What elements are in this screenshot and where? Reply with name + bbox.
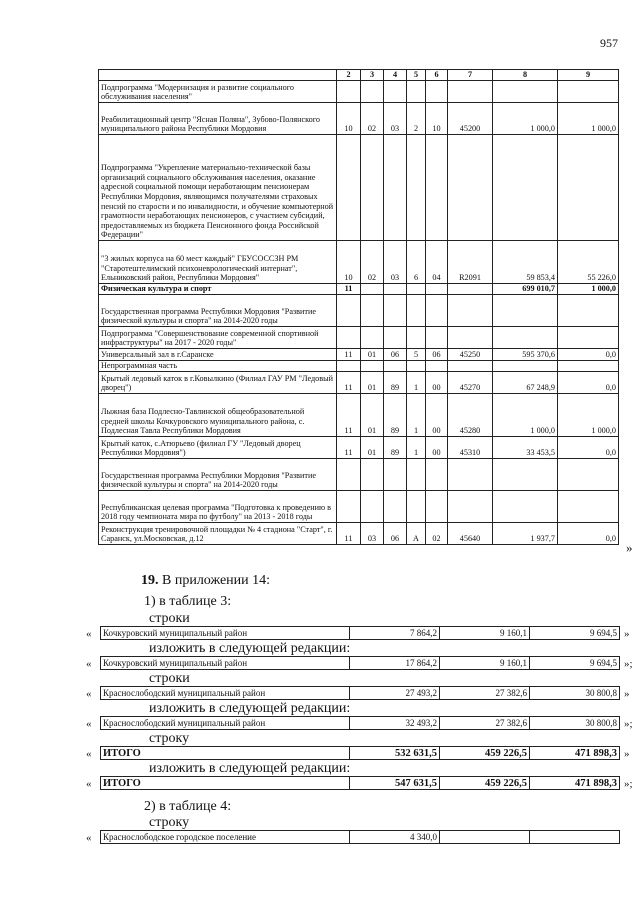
quote-value: 547 631,5 (350, 777, 440, 790)
cell-c3 (361, 284, 384, 295)
table-row (99, 372, 619, 394)
column-header (99, 70, 337, 81)
quote-value: 471 898,3 (530, 747, 620, 760)
table-row (99, 327, 619, 349)
cell-c4: 89 (384, 437, 407, 459)
quote-row-name: Краснослободский муниципальный район (101, 687, 350, 700)
quote-value: 9 694,5 (530, 627, 620, 640)
cell-c9 (558, 295, 619, 327)
cell-c9: 1 000,0 (558, 284, 619, 295)
quote-row (101, 687, 620, 700)
cell-c9 (558, 361, 619, 372)
close-quote-semicolon: »; (624, 718, 633, 730)
cell-c6 (426, 81, 448, 103)
cell-c8 (493, 295, 558, 327)
quote-row (101, 717, 620, 730)
column-header: 6 (426, 70, 448, 81)
cell-c4: 03 (384, 241, 407, 284)
cell-c5 (407, 491, 426, 523)
column-header: 8 (493, 70, 558, 81)
section-title: В приложении 14: (158, 573, 271, 588)
cell-c5: 1 (407, 394, 426, 437)
cell-c2 (337, 361, 361, 372)
cell-c2 (337, 327, 361, 349)
quote-row (101, 777, 620, 790)
open-quote: « (86, 718, 92, 730)
cell-c6: 04 (426, 241, 448, 284)
cell-c3 (361, 295, 384, 327)
quote-row-name: ИТОГО (101, 777, 350, 790)
quote-value (530, 831, 620, 844)
cell-c7 (448, 327, 493, 349)
quote-value: 27 382,6 (440, 717, 530, 730)
cell-c7 (448, 295, 493, 327)
quote-row (101, 627, 620, 640)
column-header: 3 (361, 70, 384, 81)
cell-c2 (337, 135, 361, 241)
row-name: Подпрограмма "Укрепление материально-технической базы организаций социального обслуживания населения, оказание адресной социальной помощи неработающим пенсионерам Республики Мордовия, являющимся получателями страховых пенсий по старости и по инвалидности, и обучение компьютерной грамотности неработающих пенсионеров, с участием субсидий, предоставляемых из бюджета Пенсионного фонда Российской Федерации" (99, 135, 337, 241)
cell-c3 (361, 81, 384, 103)
cell-c8 (493, 135, 558, 241)
close-quote: » (624, 748, 630, 760)
budget-table (98, 69, 619, 545)
cell-c9: 1 000,0 (558, 394, 619, 437)
cell-c6 (426, 295, 448, 327)
row-name: Универсальный зал в г.Саранске (99, 349, 337, 361)
row-name: Государственная программа Республики Мордовия "Развитие физической культуры и спорта" на 2014-2020 годы (99, 459, 337, 491)
quote-value: 9 694,5 (530, 657, 620, 670)
cell-c6 (426, 491, 448, 523)
cell-c9: 0,0 (558, 372, 619, 394)
table-row (99, 284, 619, 295)
row-name: Подпрограмма "Совершенствование современной спортивной инфраструктуры" на 2017 - 2020 годы" (99, 327, 337, 349)
cell-c2 (337, 295, 361, 327)
cell-c6: 10 (426, 103, 448, 135)
quote-value: 9 160,1 (440, 627, 530, 640)
table-row (99, 361, 619, 372)
quote-value: 459 226,5 (440, 777, 530, 790)
quote-row-name: Кочкуровский муниципальный район (101, 657, 350, 670)
table3-label: 1) в таблице 3: (144, 594, 232, 609)
cell-c4 (384, 295, 407, 327)
cell-c2: 11 (337, 349, 361, 361)
cell-c8 (493, 327, 558, 349)
quote-row-name: Кочкуровский муниципальный район (101, 627, 350, 640)
cell-c6: 02 (426, 523, 448, 545)
open-quote: « (86, 658, 92, 670)
cell-c7: 45250 (448, 349, 493, 361)
table-row (99, 103, 619, 135)
cell-c6: 06 (426, 349, 448, 361)
column-header: 9 (558, 70, 619, 81)
quote-value: 32 493,2 (350, 717, 440, 730)
quote-value (440, 831, 530, 844)
cell-c4: 03 (384, 103, 407, 135)
section-number: 19. (141, 573, 159, 588)
cell-c6 (426, 327, 448, 349)
close-quote-semicolon: »; (624, 658, 633, 670)
row-name: "3 жилых корпуса на 60 мест каждый" ГБУСОССЗН РМ "Старотештелимский психоневрологический интернат", Ельниковский район, Республики Мордовия" (99, 241, 337, 284)
table-row (99, 459, 619, 491)
cell-c6 (426, 361, 448, 372)
word-rows: строки (149, 671, 190, 686)
cell-c9 (558, 327, 619, 349)
cell-c2 (337, 81, 361, 103)
cell-c3 (361, 459, 384, 491)
cell-c9 (558, 491, 619, 523)
row-name: Физическая культура и спорт (99, 284, 337, 295)
cell-c5 (407, 459, 426, 491)
quote-value: 30 800,8 (530, 687, 620, 700)
close-quote-semicolon: »; (624, 778, 633, 790)
cell-c9: 55 226,0 (558, 241, 619, 284)
quote-table-1 (100, 626, 620, 640)
row-name: Крытый ледовый каток в г.Ковылкино (Филиал ГАУ РМ "Ледовый дворец") (99, 372, 337, 394)
table-row (99, 349, 619, 361)
quote-value: 532 631,5 (350, 747, 440, 760)
cell-c6: 00 (426, 394, 448, 437)
cell-c3: 03 (361, 523, 384, 545)
word-rows: строки (149, 611, 190, 626)
word-row: строку (149, 815, 190, 830)
row-name: Лыжная база Подлесно-Тавлинской общеобразовательной средней школы Кочкуровского муниципального района, с. Подлесная Тавла Республики Мордовия (99, 394, 337, 437)
quote-value: 30 800,8 (530, 717, 620, 730)
cell-c4 (384, 81, 407, 103)
quote-row (101, 831, 620, 844)
row-name: Подпрограмма "Модернизация и развитие социального обслуживания населения" (99, 81, 337, 103)
cell-c4: 06 (384, 523, 407, 545)
quote-value: 27 493,2 (350, 687, 440, 700)
table-row (99, 135, 619, 241)
cell-c2: 11 (337, 372, 361, 394)
table-row (99, 241, 619, 284)
cell-c3: 01 (361, 372, 384, 394)
cell-c7: 45280 (448, 394, 493, 437)
quote-row-name: Краснослободское городское поселение (101, 831, 350, 844)
close-quote: » (624, 628, 630, 640)
table-row (99, 491, 619, 523)
cell-c4 (384, 135, 407, 241)
quote-value: 17 864,2 (350, 657, 440, 670)
replace-label: изложить в следующей редакции: (149, 761, 351, 776)
cell-c5 (407, 81, 426, 103)
quote-value: 4 340,0 (350, 831, 440, 844)
open-quote: « (86, 832, 92, 844)
quote-value: 471 898,3 (530, 777, 620, 790)
cell-c3 (361, 135, 384, 241)
cell-c3: 01 (361, 349, 384, 361)
cell-c6 (426, 284, 448, 295)
cell-c3: 01 (361, 394, 384, 437)
cell-c4: 06 (384, 349, 407, 361)
replace-label: изложить в следующей редакции: (149, 701, 351, 716)
quote-table-4 (100, 716, 620, 730)
cell-c7 (448, 361, 493, 372)
cell-c2 (337, 491, 361, 523)
cell-c7 (448, 135, 493, 241)
quote-value: 459 226,5 (440, 747, 530, 760)
cell-c6 (426, 459, 448, 491)
cell-c8: 33 453,5 (493, 437, 558, 459)
cell-c8: 1 000,0 (493, 394, 558, 437)
cell-c5 (407, 327, 426, 349)
cell-c7 (448, 81, 493, 103)
cell-c5 (407, 135, 426, 241)
cell-c7 (448, 491, 493, 523)
quote-table-6 (100, 776, 620, 790)
page-number: 957 (600, 36, 618, 50)
cell-c8 (493, 459, 558, 491)
cell-c3 (361, 361, 384, 372)
quote-row-name: Краснослободский муниципальный район (101, 717, 350, 730)
open-quote: « (86, 748, 92, 760)
cell-c9 (558, 81, 619, 103)
row-name: Республиканская целевая программа "Подготовка к проведению в 2018 году чемпионата мира по футболу" на 2013 - 2018 годы (99, 491, 337, 523)
cell-c6: 00 (426, 372, 448, 394)
cell-c4 (384, 284, 407, 295)
cell-c2: 11 (337, 437, 361, 459)
cell-c4: 89 (384, 394, 407, 437)
row-name: Реконструкция тренировочной площадки № 4 стадиона "Старт", г. Саранск, ул.Московская, д.12 (99, 523, 337, 545)
cell-c4 (384, 327, 407, 349)
quote-value: 7 864,2 (350, 627, 440, 640)
table4-label: 2) в таблице 4: (144, 799, 232, 814)
column-header: 2 (337, 70, 361, 81)
cell-c8 (493, 491, 558, 523)
cell-c7: R2091 (448, 241, 493, 284)
table-row (99, 437, 619, 459)
row-name: Государственная программа Республики Мордовия "Развитие физической культуры и спорта" на 2014-2020 годы (99, 295, 337, 327)
column-header: 5 (407, 70, 426, 81)
cell-c7: 45310 (448, 437, 493, 459)
cell-c5: 2 (407, 103, 426, 135)
row-name: Крытый каток, с.Атюрьево (филиал ГУ "Ледовый дворец Республики Мордовия") (99, 437, 337, 459)
row-name: Реабилитационный центр "Ясная Поляна", Зубово-Полянского муниципального района Республики Мордовия (99, 103, 337, 135)
cell-c4 (384, 459, 407, 491)
row-name: Непрограммная часть (99, 361, 337, 372)
cell-c2: 11 (337, 394, 361, 437)
table-row (99, 81, 619, 103)
cell-c5: 6 (407, 241, 426, 284)
cell-c8 (493, 361, 558, 372)
cell-c9: 0,0 (558, 437, 619, 459)
column-header: 4 (384, 70, 407, 81)
cell-c5: А (407, 523, 426, 545)
cell-c3: 02 (361, 241, 384, 284)
cell-c4 (384, 361, 407, 372)
cell-c5 (407, 295, 426, 327)
word-row: строку (149, 731, 190, 746)
cell-c9: 0,0 (558, 349, 619, 361)
quote-table-3 (100, 686, 620, 700)
cell-c7: 45270 (448, 372, 493, 394)
cell-c8: 1 937,7 (493, 523, 558, 545)
cell-c5 (407, 361, 426, 372)
quote-row (101, 657, 620, 670)
open-quote: « (86, 628, 92, 640)
quote-table-2 (100, 656, 620, 670)
cell-c8: 595 370,6 (493, 349, 558, 361)
cell-c3 (361, 327, 384, 349)
quote-value: 27 382,6 (440, 687, 530, 700)
cell-c8 (493, 81, 558, 103)
close-quote: » (624, 688, 630, 700)
section-heading (141, 573, 270, 588)
quote-row-name: ИТОГО (101, 747, 350, 760)
open-quote: « (86, 688, 92, 700)
cell-c3: 02 (361, 103, 384, 135)
cell-c7: 45200 (448, 103, 493, 135)
cell-c9 (558, 459, 619, 491)
quote-table-7 (100, 830, 620, 844)
cell-c6 (426, 135, 448, 241)
column-header: 7 (448, 70, 493, 81)
open-quote: « (86, 778, 92, 790)
quote-value: 9 160,1 (440, 657, 530, 670)
table-row (99, 295, 619, 327)
table-row (99, 523, 619, 545)
cell-c8: 699 010,7 (493, 284, 558, 295)
table-header-row (99, 70, 619, 81)
table-row (99, 394, 619, 437)
cell-c2: 10 (337, 103, 361, 135)
replace-label: изложить в следующей редакции: (149, 641, 351, 656)
cell-c4: 89 (384, 372, 407, 394)
cell-c5: 1 (407, 437, 426, 459)
cell-c9: 1 000,0 (558, 103, 619, 135)
cell-c9 (558, 135, 619, 241)
cell-c4 (384, 491, 407, 523)
cell-c7 (448, 284, 493, 295)
cell-c2: 11 (337, 284, 361, 295)
quote-table-5 (100, 746, 620, 760)
cell-c3: 01 (361, 437, 384, 459)
cell-c6: 00 (426, 437, 448, 459)
cell-c2: 10 (337, 241, 361, 284)
cell-c9: 0,0 (558, 523, 619, 545)
closing-quote: » (626, 540, 633, 555)
cell-c8: 59 853,4 (493, 241, 558, 284)
quote-row (101, 747, 620, 760)
cell-c5: 1 (407, 372, 426, 394)
cell-c8: 1 000,0 (493, 103, 558, 135)
cell-c5 (407, 284, 426, 295)
cell-c8: 67 248,9 (493, 372, 558, 394)
cell-c7 (448, 459, 493, 491)
cell-c2: 11 (337, 523, 361, 545)
cell-c3 (361, 491, 384, 523)
cell-c5: 5 (407, 349, 426, 361)
cell-c2 (337, 459, 361, 491)
cell-c7: 45640 (448, 523, 493, 545)
